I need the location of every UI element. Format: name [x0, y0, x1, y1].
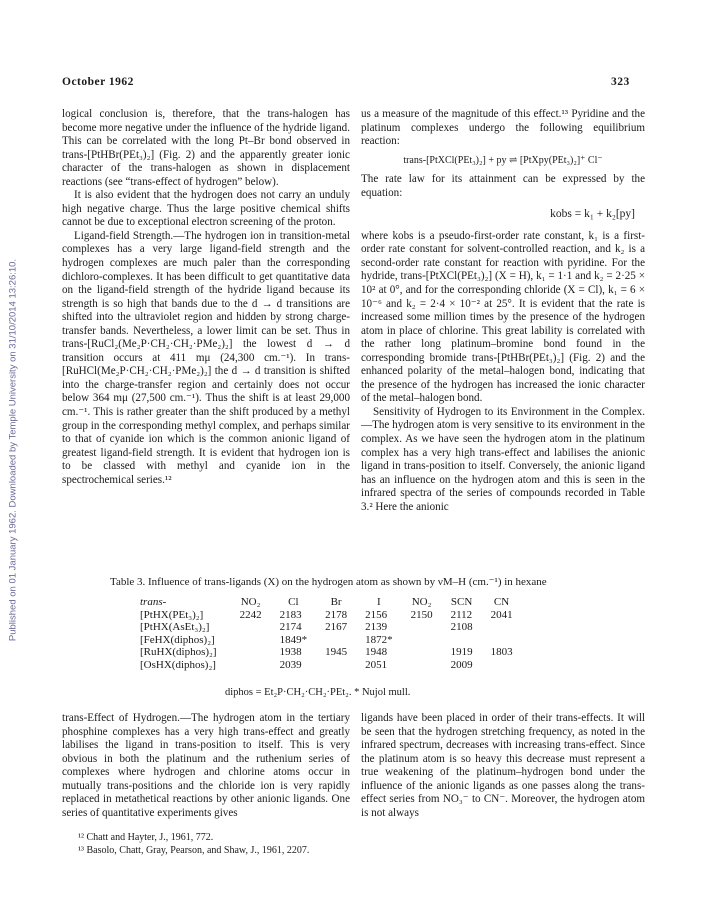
column-header: Cl [288, 596, 299, 608]
footnote: ¹² Chatt and Hayter, J., 1961, 772. [78, 832, 214, 843]
bottom-right-column [361, 712, 645, 820]
column-header: SCN [450, 596, 473, 608]
column-header: trans- [140, 596, 167, 608]
table-cell: 1948 [365, 646, 388, 659]
table-cell: 1803 [490, 646, 513, 659]
left-column [62, 108, 350, 487]
rate-equation: kobs = k₁ + k₂[py] [550, 208, 635, 221]
table-cell [316, 634, 356, 647]
paragraph: The rate law for its attainment can be expressed by the equation: [361, 173, 645, 199]
table-cell: 2242 [239, 608, 262, 621]
column-header: CN [493, 596, 510, 608]
column-header: I [376, 596, 381, 608]
table-cell [402, 634, 442, 647]
table-cell: 1872* [365, 633, 393, 646]
table-cell: 2009 [450, 658, 473, 671]
table-row [140, 621, 522, 634]
column-header: Br [330, 596, 342, 608]
paragraph: logical conclusion is, therefore, that the trans-halogen has become more negative under the influence of the hydride ligand. This can be correlated with the long Pt–Br bond observed in trans-[PtHBr(PEt₃)₂] (Fig. 2) and the apparently greater ionic character of the trans-halogen as shown in displacement reactions (see “trans-effect of hydrogen” below). [62, 108, 350, 188]
table-cell: 2178 [325, 608, 348, 621]
table-cell [231, 634, 271, 647]
table-cell: 1938 [279, 646, 302, 659]
table-caption: Table 3. Influence of trans-ligands (X) on the hydrogen atom as shown by νM–H (cm.⁻¹) in hexane [110, 576, 547, 588]
table-row [140, 634, 522, 647]
equilibrium-equation: trans-[PtXCl(PEt₃)₂] + py ⇌ [PtXpy(PEt₃)₂]⁺ Cl⁻ [403, 154, 603, 166]
paragraph: It is also evident that the hydrogen does not carry an unduly high negative charge. Thus the large positive chemical shifts cannot be due to exceptional electron screening of the proton. [62, 189, 350, 229]
table-cell: 1919 [450, 646, 473, 659]
table-cell: [PtHX(AsEt₃)₂] [140, 621, 210, 634]
table-footnote: diphos = Et₂P·CH₂·CH₂·PEt₂. * Nujol mull. [225, 687, 411, 698]
table-cell: 2041 [490, 608, 513, 621]
table-row [140, 646, 522, 659]
table-cell [402, 659, 442, 672]
table-cell: 2112 [450, 608, 473, 621]
column-header: NO₂ [411, 596, 432, 608]
paragraph: us a measure of the magnitude of this effect.¹³ Pyridine and the platinum complexes undergo the following equilibrium reaction: [361, 108, 645, 148]
table-header-row [140, 596, 522, 609]
download-notice: Published on 01 January 1962. Downloaded by Temple University on 31/10/2014 13:26:10. [7, 258, 19, 642]
right-column [361, 108, 645, 514]
bottom-left-column [62, 712, 350, 820]
paragraph: ligands have been placed in order of their trans-effects. It will be seen that the hydrogen stretching frequency, as noted in the infrared spectrum, decreases with increasing trans-effect. Since the platinum atom is so heavy this decrease must represent a true weakening of the platinum–hydrogen bond under the influence of the anionic ligands as one passes along the trans-effect series from NO₃⁻ to CN⁻. Moreover, the hydrogen atom is not always [361, 712, 645, 819]
paragraph: Ligand-field Strength.—The hydrogen ion in transition-metal complexes has a very large ligand-field strength and the hydrogen complexes are much paler than the corresponding dichloro-complexes. It has been difficult to get quantitative data on the ligand-field strength of the hydride ligand because its strength is so high that bands due to the d → d transitions are shifted into the ultraviolet region and hidden by strong charge-transfer bands. Nevertheless, a lower limit can be set. Thus in trans-[RuCl₂(Me₂P·CH₂·CH₂·PMe₂)₂] the lowest d → d transition occurs at 411 mμ (24,300 cm.⁻¹). In trans-[RuHCl(Me₂P·CH₂·CH₂·PMe₂)₂] the d → d transition is shifted into the charge-transfer region and certainly does not occur below 364 mμ (27,500 cm.⁻¹). Thus the shift is at least 29,000 cm.⁻¹. This is rather greater than the shift produced by a methyl group in the corresponding methyl complex, and perhaps similar to that of cyanide ion which is the common anionic ligand of greatest ligand-field strength. It is evident that hydrogen ion is to be classed with methyl and cyanide ion in the spectrochemical series.¹² [62, 229, 350, 486]
running-title: October 1962 [62, 76, 134, 88]
table-row [140, 659, 522, 672]
table-cell: 2167 [325, 621, 348, 634]
footnotes [78, 832, 498, 857]
table-cell: [FeHX(diphos)₂] [140, 633, 215, 646]
footnote: ¹³ Basolo, Chatt, Gray, Pearson, and Shaw, J., 1961, 2207. [78, 844, 310, 856]
table-cell: [PtHX(PEt₃)₂] [140, 608, 204, 621]
table-cell [482, 621, 522, 634]
paragraph: trans-Effect of Hydrogen.—The hydrogen atom in the tertiary phosphine complexes has a very high trans-effect and greatly labilises the ligand in trans-position to itself. This is very obvious in both the platinum and the ruthenium series of complexes where hydrogen and chlorine atoms occur in mutually trans-positions and the chloride ion is very rapidly replaced in metathetical reactions by other anionic ligands. One series of quantitative experiments gives [62, 712, 350, 819]
table-cell: 2039 [279, 658, 302, 671]
page-number: 323 [611, 76, 630, 88]
table-cell [231, 621, 271, 634]
table-cell: 2108 [450, 621, 473, 634]
table-cell [316, 659, 356, 672]
table-cell [482, 659, 522, 672]
table-cell: 2174 [279, 621, 302, 634]
paragraph: where kobs is a pseudo-first-order rate constant, k₁ is a first-order rate constant for solvent-controlled reaction, and k₂ is a second-order rate constant for reaction with pyridine. For the hydride, trans-[PtXCl(PEt₃)₂] (X = H), k₁ = 1·1 and k₂ = 2·25 × 10² at 0°, and for the corresponding chloride (X = Cl), k₁ = 6 × 10⁻⁶ and k₂ = 2·4 × 10⁻² at 25°. It is evident that the rate is increased some million times by the presence of the hydrogen atom in place of chlorine. This great lability is correlated with the rather long platinum–bromine bond found in the corresponding bromide trans-[PtHBr(PEt₃)₂] (Fig. 2) and the enhanced polarity of the metal–halogen bond, indicating that the presence of the hydrogen has increased the ionic character of the metal–halogen bond. [361, 229, 645, 405]
table-cell [402, 646, 442, 659]
column-header: NO₂ [240, 596, 261, 608]
table-cell: 2183 [279, 608, 302, 621]
table-cell: 2139 [365, 621, 388, 634]
table-cell [482, 634, 522, 647]
table-cell [231, 646, 271, 659]
table-cell: 2156 [365, 608, 388, 621]
paragraph: Sensitivity of Hydrogen to its Environment in the Complex.—The hydrogen atom is very sensitive to its environment in the complex. As we have seen the hydrogen atom in the platinum complex has a very high trans-effect and labilises the anionic ligand in trans-position to itself. Conversely, the anionic ligand has an influence on the hydrogen atom and this is seen in the infrared spectra of the series of compounds recorded in Table 3.² Here the anionic [361, 405, 645, 513]
table-cell: 1849* [279, 633, 308, 646]
table-cell: [RuHX(diphos)₂] [140, 646, 217, 659]
table-cell: 2150 [410, 608, 433, 621]
table-cell: 2051 [365, 658, 388, 671]
table-cell: 1945 [325, 646, 348, 659]
data-table [140, 596, 522, 672]
table-cell: [OsHX(diphos)₂] [140, 658, 216, 671]
table-cell [231, 659, 271, 672]
table-cell [402, 621, 442, 634]
table-row [140, 609, 522, 622]
table-cell [442, 634, 482, 647]
